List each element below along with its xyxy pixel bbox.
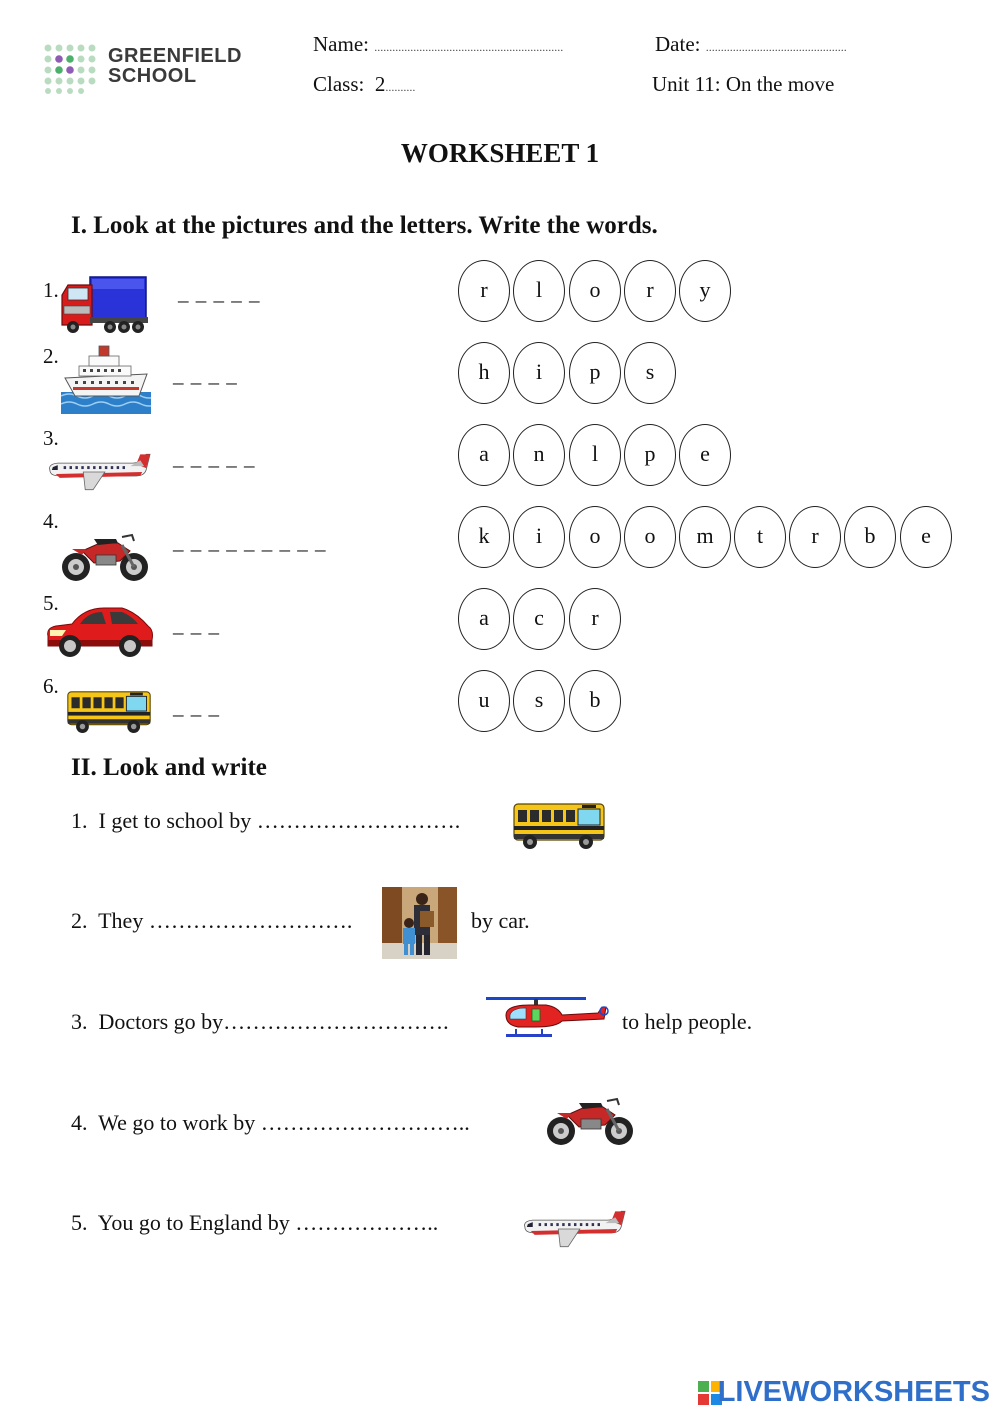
name-field[interactable] — [313, 32, 563, 57]
sentence-3[interactable] — [71, 1009, 449, 1035]
sentence-number: 5. — [71, 1210, 88, 1235]
letter-circle: l — [569, 424, 621, 486]
motorbike-icon — [60, 527, 150, 583]
sentence-number: 1. — [71, 808, 88, 833]
answer-blank[interactable]: _ _ _ — [173, 695, 220, 719]
sentence-1[interactable] — [71, 808, 460, 834]
sentence-text: Doctors go by…………………………. — [98, 1009, 449, 1034]
letter-circle: r — [789, 506, 841, 568]
answer-blank[interactable]: _ _ _ _ _ — [178, 281, 261, 305]
class-dots: .......... — [385, 80, 416, 94]
plane-icon — [44, 450, 152, 494]
liveworksheets-brand[interactable]: LIVEWORKSHEETS — [717, 1376, 990, 1408]
helicopter-icon — [486, 993, 610, 1043]
answer-blank[interactable]: _ _ _ — [173, 613, 220, 637]
date-label: Date: — [655, 32, 701, 56]
sentence-text-after: to help people. — [622, 1009, 753, 1034]
letter-circle: o — [624, 506, 676, 568]
letter-circle: a — [458, 424, 510, 486]
letter-circle: b — [569, 670, 621, 732]
letter-circle: u — [458, 670, 510, 732]
letter-circle: e — [900, 506, 952, 568]
family-photo — [382, 887, 457, 959]
letter-circle: p — [624, 424, 676, 486]
bus-icon — [66, 688, 152, 734]
answer-blank[interactable]: _ _ _ _ _ — [173, 446, 256, 470]
school-name — [108, 46, 242, 86]
item-number: 1. — [43, 278, 59, 302]
sentence-text: I get to school by ………………………. — [98, 808, 461, 833]
sentence-number: 4. — [71, 1110, 88, 1135]
sentence-5[interactable] — [71, 1210, 438, 1236]
class-label: Class: — [313, 72, 365, 96]
letter-circle: n — [513, 424, 565, 486]
letter-circle: p — [569, 342, 621, 404]
name-dots: ............................................................... — [374, 40, 564, 54]
date-dots: ............................................... — [705, 40, 847, 54]
name-label: Name: — [313, 32, 369, 56]
letter-circle: r — [458, 260, 510, 322]
school-name-line2: SCHOOL — [108, 65, 197, 87]
section1-heading: I. Look at the pictures and the letters. Write the words. — [71, 212, 658, 239]
letter-circle: h — [458, 342, 510, 404]
answer-blank[interactable]: _ _ _ _ — [173, 363, 238, 387]
page-title: WORKSHEET 1 — [400, 138, 600, 168]
class-field[interactable] — [313, 72, 415, 97]
letter-circle: o — [569, 506, 621, 568]
truck-icon — [58, 273, 148, 335]
letter-circle: e — [679, 424, 731, 486]
letter-circle: i — [513, 342, 565, 404]
letter-circle: o — [569, 260, 621, 322]
item-number: 3. — [43, 426, 59, 450]
letter-circle: s — [624, 342, 676, 404]
sentence-text: You go to England by ……………….. — [97, 1210, 439, 1235]
letter-circle: i — [513, 506, 565, 568]
sentence-text: They ………………………. — [98, 908, 353, 933]
letter-circle: y — [679, 260, 731, 322]
school-logo-icon — [44, 44, 96, 94]
item-number: 2. — [43, 344, 59, 368]
bus-icon — [512, 800, 606, 850]
sentence-number: 2. — [71, 908, 88, 933]
section2-heading: II. Look and write — [71, 754, 267, 781]
letter-circle: m — [679, 506, 731, 568]
letter-circle: t — [734, 506, 786, 568]
date-field[interactable] — [655, 32, 847, 57]
letter-circle: s — [513, 670, 565, 732]
item-number: 6. — [43, 674, 59, 698]
plane-icon — [519, 1207, 627, 1251]
school-name-line1: GREENFIELD — [108, 45, 242, 67]
letter-circle: r — [624, 260, 676, 322]
sentence-4[interactable] — [71, 1110, 470, 1136]
letter-circle: c — [513, 588, 565, 650]
item-number: 4. — [43, 509, 59, 533]
unit-title: Unit 11: On the move — [652, 72, 835, 96]
letter-circle: b — [844, 506, 896, 568]
ship-icon — [61, 344, 151, 414]
car-icon — [44, 600, 154, 660]
sentence-text-after: by car. — [471, 908, 530, 933]
item-number: 5. — [43, 591, 59, 615]
class-value: 2 — [374, 72, 386, 96]
sentence-number: 3. — [71, 1009, 88, 1034]
letter-circle: r — [569, 588, 621, 650]
sentence-text: We go to work by ……………………….. — [98, 1110, 470, 1135]
answer-blank[interactable]: _ _ _ _ _ _ _ _ _ — [173, 530, 327, 554]
sentence-2[interactable] — [71, 908, 352, 934]
letter-circle: k — [458, 506, 510, 568]
motorbike-icon — [545, 1091, 635, 1147]
letter-circle: l — [513, 260, 565, 322]
letter-circle: a — [458, 588, 510, 650]
